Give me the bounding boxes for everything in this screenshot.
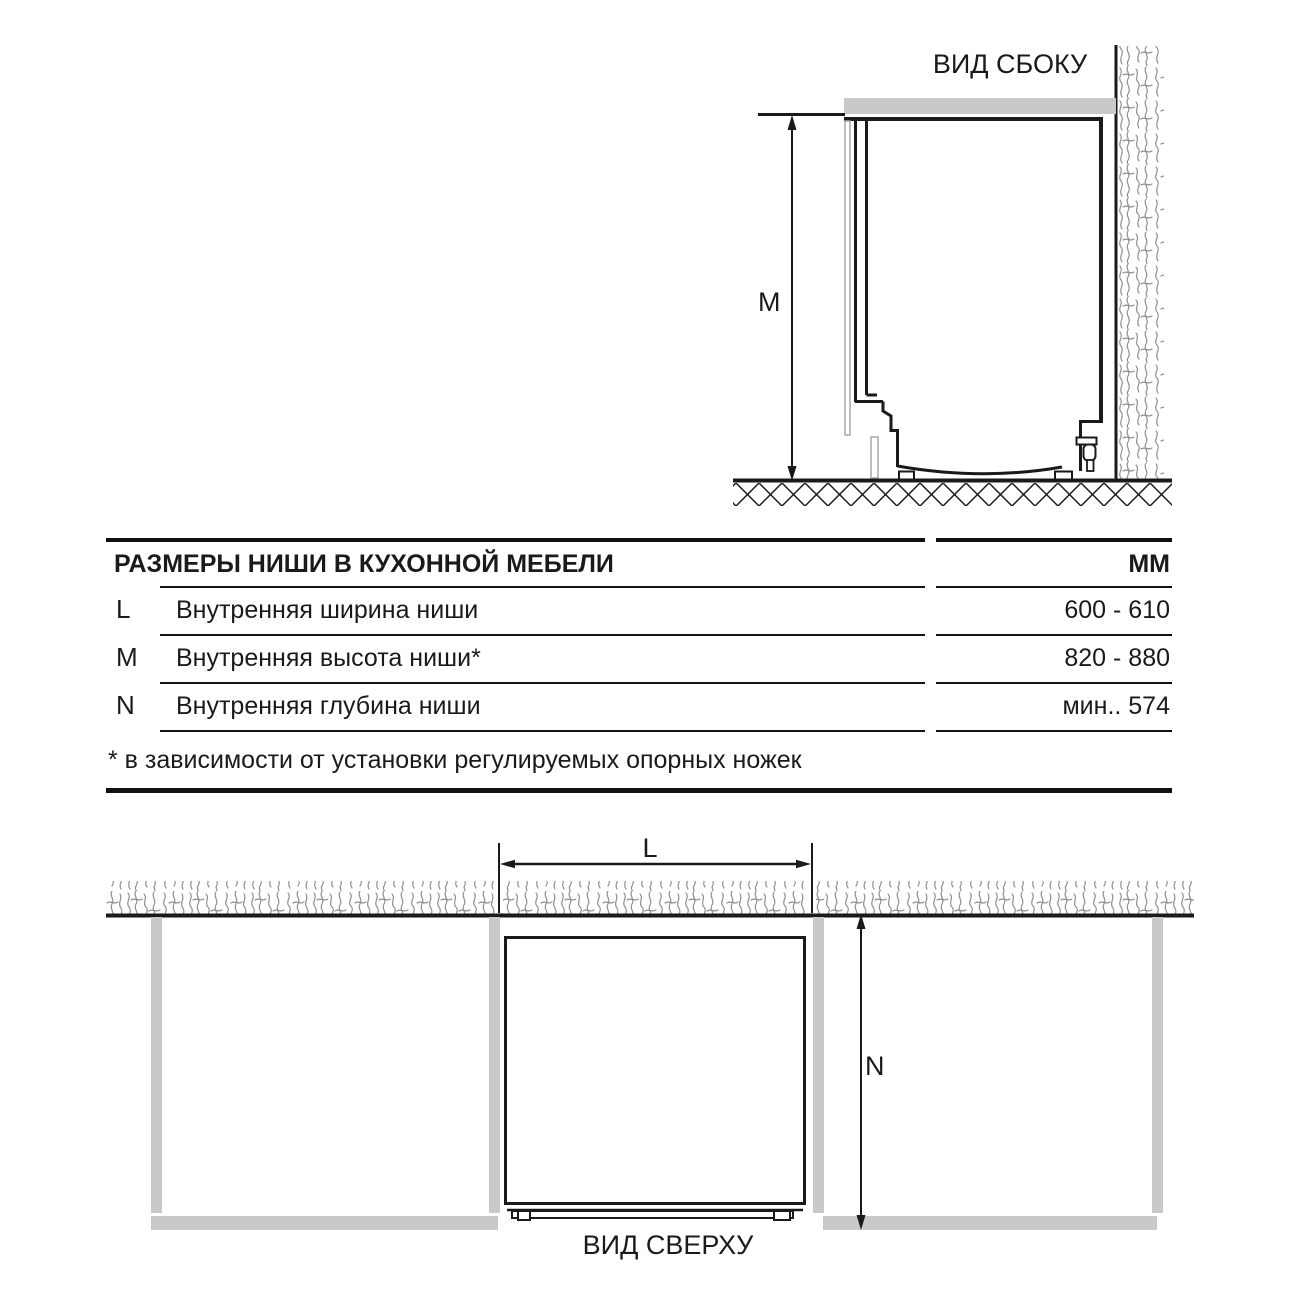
- table-footnote: * в зависимости от установки регулируемых опорных ножек: [108, 746, 802, 774]
- wall-band-texture: [106, 881, 1194, 914]
- row-label: Внутренняя глубина ниши: [176, 692, 481, 720]
- divider: [936, 634, 1172, 636]
- row-key: L: [116, 594, 131, 624]
- niche-dimensions-table: [106, 538, 1172, 796]
- row-label: Внутренняя ширина ниши: [176, 596, 479, 624]
- countertop: [844, 98, 1116, 114]
- dim-label-m: M: [758, 287, 781, 317]
- row-label: Внутренняя высота ниши*: [176, 644, 481, 672]
- table-unit-header: ММ: [1128, 550, 1170, 578]
- wall-texture: [1118, 46, 1164, 480]
- divider: [936, 730, 1172, 732]
- dim-label-n: N: [865, 1051, 885, 1081]
- divider: [160, 586, 925, 588]
- divider: [936, 538, 1172, 542]
- divider: [936, 682, 1172, 684]
- divider: [160, 634, 925, 636]
- row-key: M: [116, 642, 138, 672]
- dim-label-l: L: [642, 833, 658, 863]
- divider: [106, 788, 1172, 793]
- divider: [936, 586, 1172, 588]
- table-title: РАЗМЕРЫ НИШИ В КУХОННОЙ МЕБЕЛИ: [114, 550, 614, 578]
- appliance-plan-outline: [506, 938, 805, 1221]
- side-view-drawing: [733, 45, 1172, 506]
- top-view-drawing: [106, 843, 1194, 1230]
- row-key: N: [116, 690, 135, 720]
- floor-hatch: [733, 483, 1172, 506]
- divider: [160, 682, 925, 684]
- row-value: 820 - 880: [1064, 644, 1170, 672]
- row-value: мин.. 574: [1062, 692, 1170, 720]
- divider: [106, 538, 925, 542]
- appliance-side-outline: [844, 117, 1103, 480]
- side-view-title: ВИД СБОКУ: [932, 49, 1088, 79]
- top-view-title: ВИД СВЕРХУ: [582, 1230, 754, 1260]
- dimension-arrow-m: [788, 115, 797, 481]
- divider: [160, 730, 925, 732]
- row-value: 600 - 610: [1064, 596, 1170, 624]
